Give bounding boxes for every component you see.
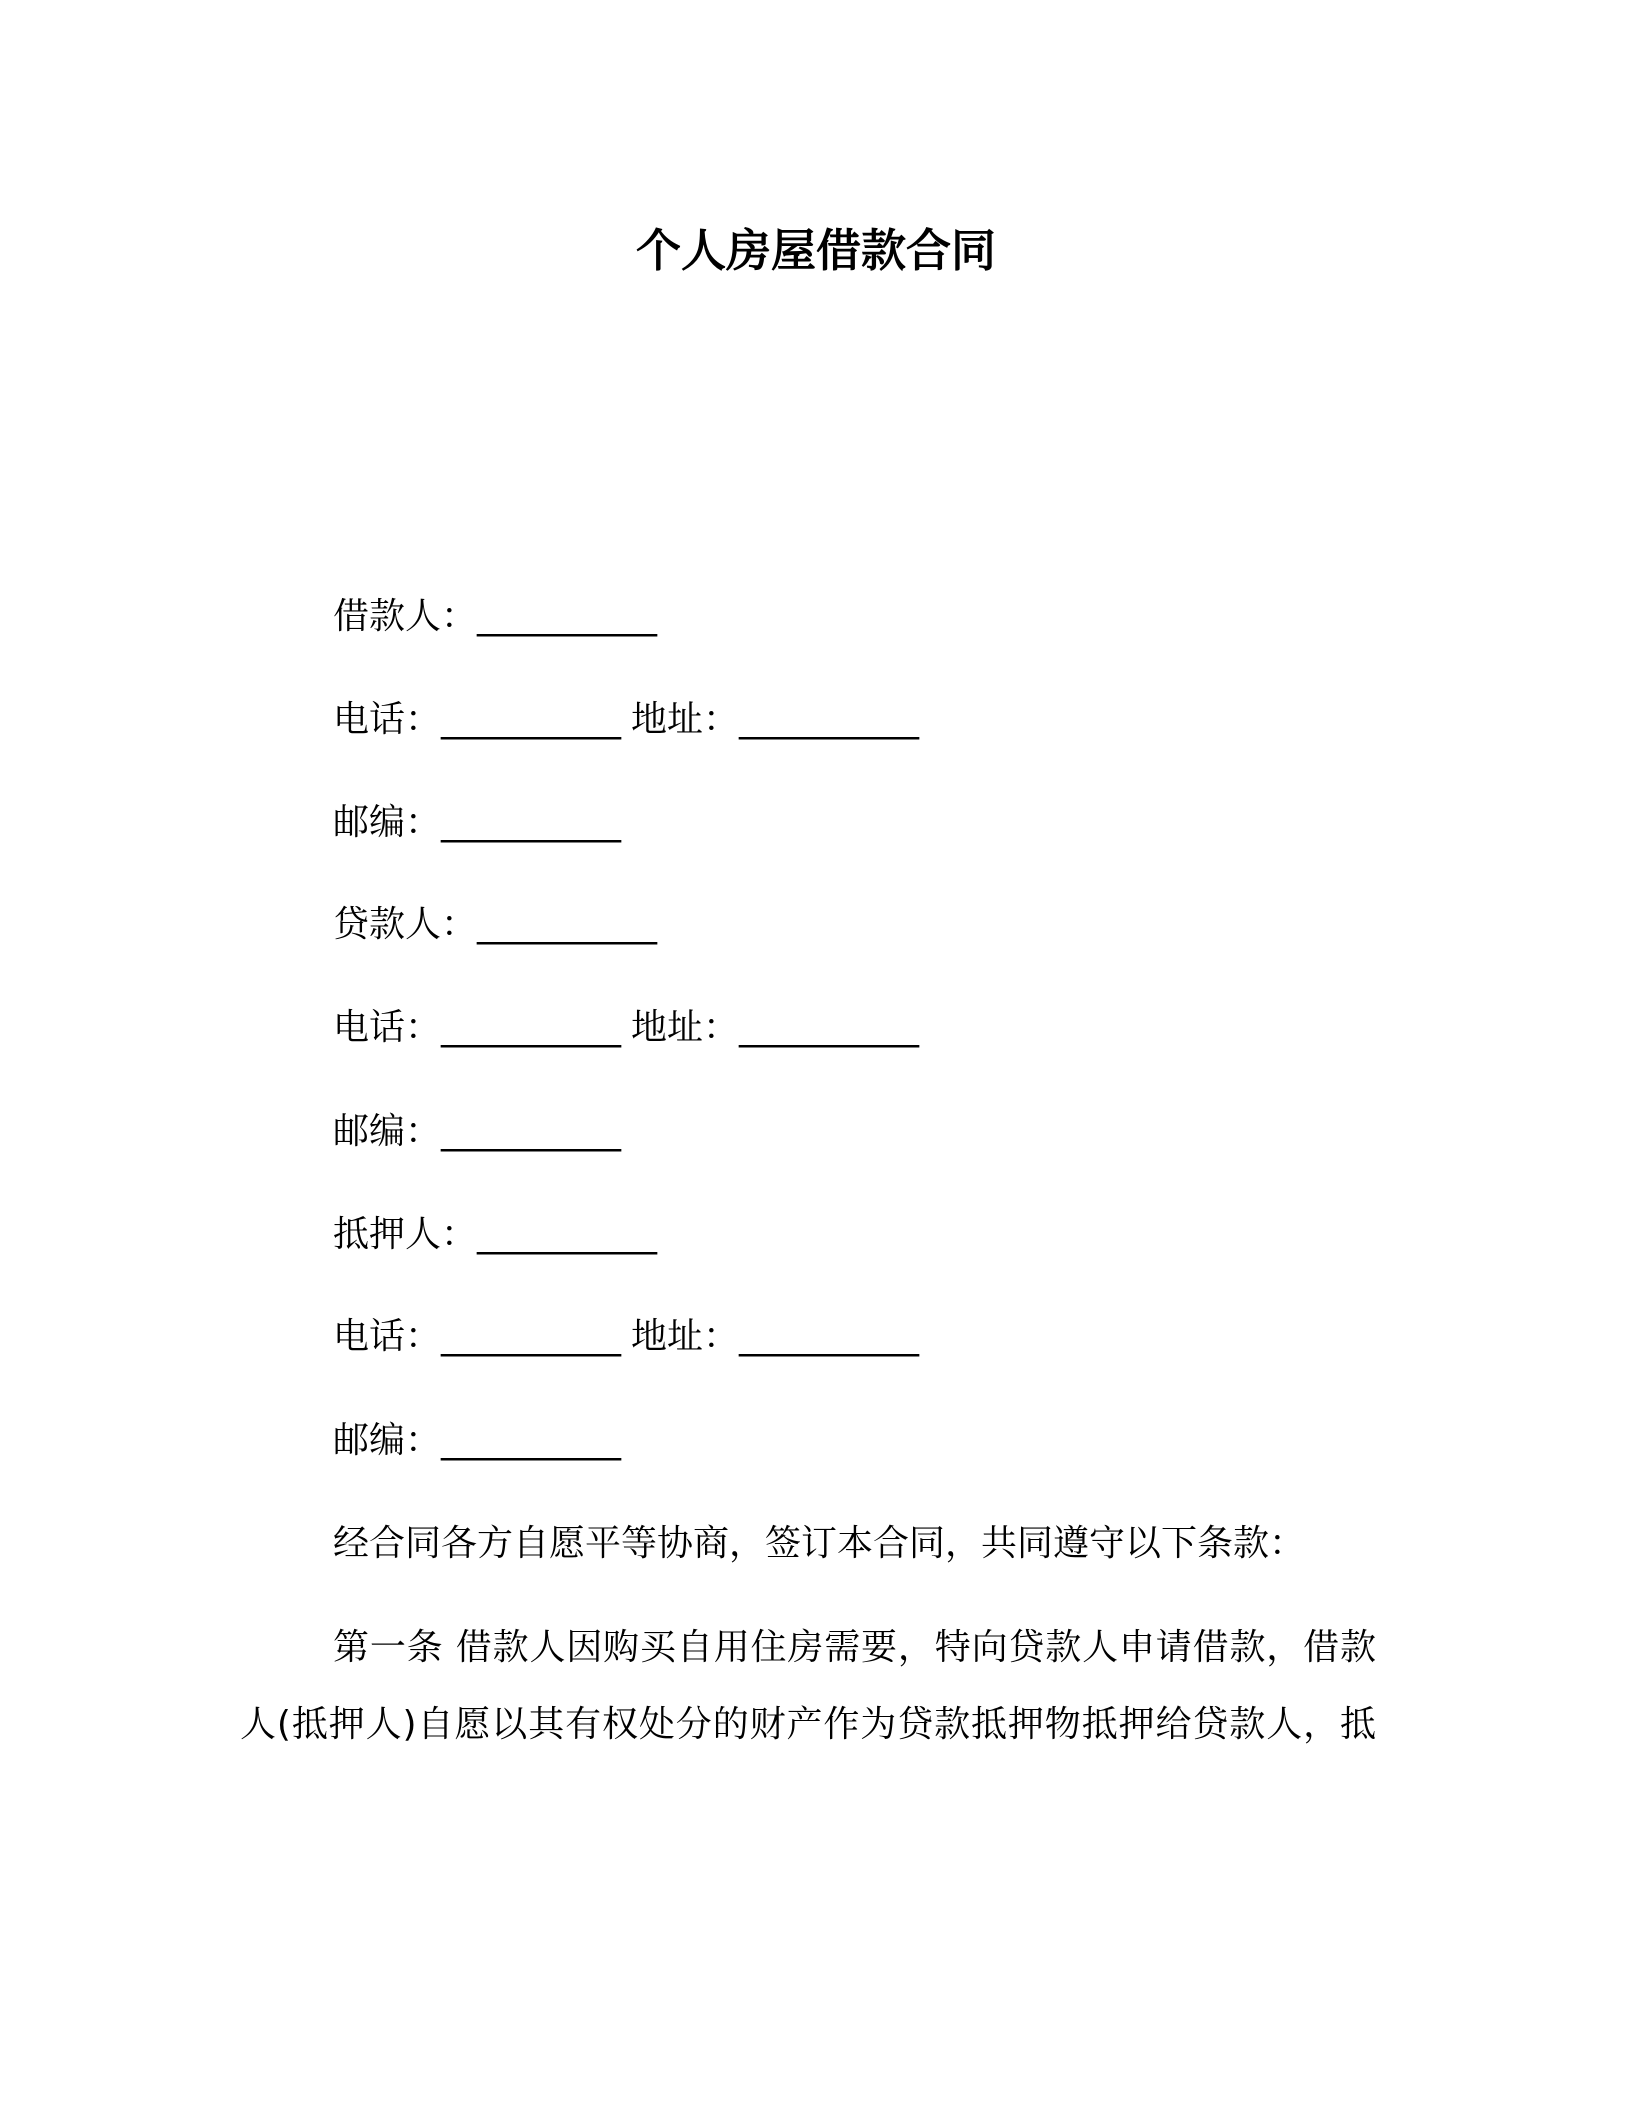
borrower-postcode-line <box>333 798 621 848</box>
lender-phone-blank: __________ <box>441 1007 622 1048</box>
mortgagor-address-blank: __________ <box>739 1316 920 1357</box>
clause-1-line-2: 人(抵押人)自愿以其有权处分的财产作为贷款抵押物抵押给贷款人，抵 <box>240 1704 1376 1745</box>
borrower-address-blank: __________ <box>739 699 920 740</box>
lender-postcode-blank: __________ <box>441 1111 622 1152</box>
lender-postcode-label: 邮编： <box>333 1111 442 1152</box>
clause-1-line-1: 第一条 借款人因购买自用住房需要，特向贷款人申请借款，借款 <box>333 1627 1376 1668</box>
lender-address-blank: __________ <box>739 1007 920 1048</box>
borrower-postcode-label: 邮编： <box>333 802 442 843</box>
mortgagor-contact-line <box>333 1312 919 1362</box>
mortgagor-postcode-label: 邮编： <box>333 1420 442 1461</box>
lender-name-label: 贷款人： <box>333 904 478 945</box>
borrower-phone-blank: __________ <box>441 699 622 740</box>
borrower-name-blank: __________ <box>477 596 658 637</box>
mortgagor-name-label: 抵押人： <box>333 1214 478 1255</box>
borrower-postcode-blank: __________ <box>441 802 622 843</box>
mortgagor-name-line <box>333 1210 657 1260</box>
mortgagor-postcode-line <box>333 1416 621 1466</box>
borrower-name-label: 借款人： <box>333 596 478 637</box>
mortgagor-phone-label: 电话： <box>333 1316 442 1357</box>
mortgagor-name-blank: __________ <box>477 1214 658 1255</box>
mortgagor-phone-blank: __________ <box>441 1316 622 1357</box>
lender-contact-line <box>333 1003 919 1053</box>
lender-name-line <box>333 900 657 950</box>
borrower-phone-label: 电话： <box>333 699 442 740</box>
mortgagor-postcode-blank: __________ <box>441 1420 622 1461</box>
document-title: 个人房屋借款合同 <box>635 224 996 277</box>
lender-phone-label: 电话： <box>333 1007 442 1048</box>
mortgagor-address-label: 地址： <box>631 1316 740 1357</box>
lender-name-blank: __________ <box>477 904 658 945</box>
borrower-name-line <box>333 592 657 642</box>
lender-address-label: 地址： <box>631 1007 740 1048</box>
borrower-address-label: 地址： <box>631 699 740 740</box>
intro-paragraph: 经合同各方自愿平等协商，签订本合同，共同遵守以下条款： <box>333 1523 1306 1564</box>
lender-postcode-line <box>333 1107 621 1157</box>
borrower-contact-line <box>333 695 919 745</box>
